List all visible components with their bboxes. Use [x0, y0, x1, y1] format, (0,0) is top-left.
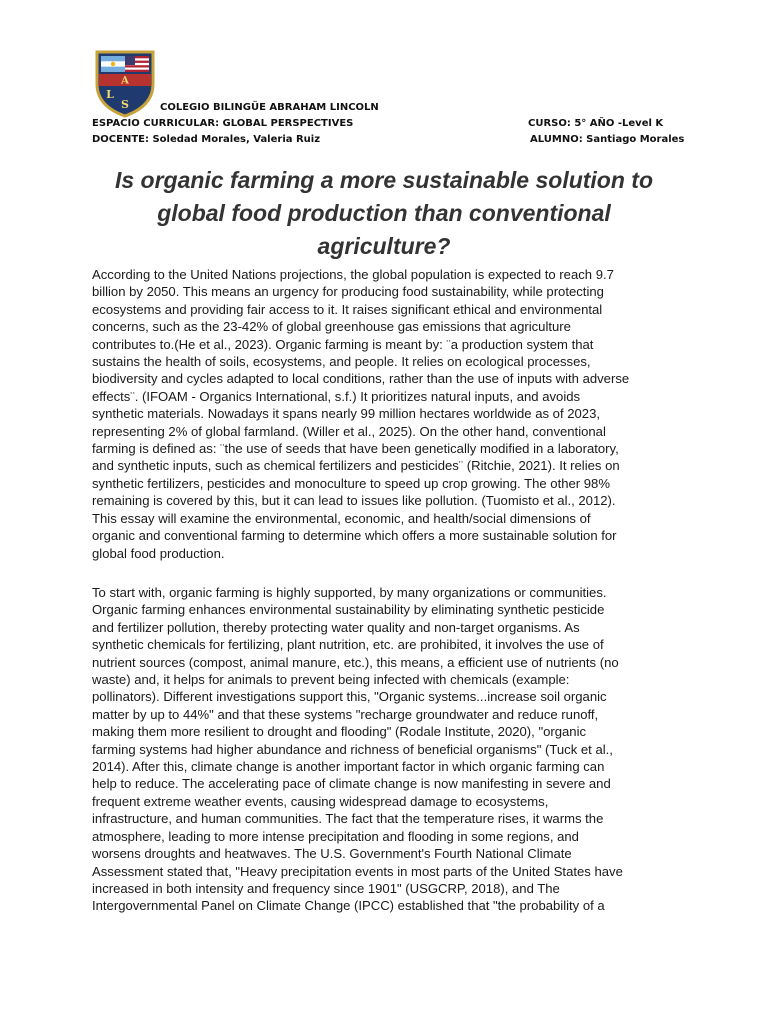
text-line: matter by up to 44%" and that these systems "recharge groundwater and reduce runoff,: [92, 706, 599, 722]
text-line: sustains the health of soils, ecosystems, and people. It relies on ecological processes,: [92, 354, 591, 370]
text-line: 2014). After this, climate change is another important factor in which organic farming can: [92, 759, 605, 775]
text-line: atmosphere, leading to more intense precipitation and flooding in some regions, and: [92, 828, 579, 844]
text-line: worsens droughts and heatwaves. The U.S. Government's Fourth National Climate: [92, 846, 572, 862]
text-line: help to reduce. The accelerating pace of climate change is now manifesting in severe and: [92, 776, 611, 792]
text-line: synthetic materials. Nowadays it spans nearly 99 million hectares worldwide as of 2023,: [92, 406, 600, 422]
text-line: To start with, organic farming is highly supported, by many organizations or communities.: [92, 585, 607, 600]
subject-label: ESPACIO CURRICULAR: GLOBAL PERSPECTIVES: [92, 118, 354, 129]
student-label: ALUMNO: Santiago Morales: [530, 134, 685, 145]
text-line: farming is defined as: ¨the use of seeds that have been genetically modified in a laboratory,: [92, 441, 619, 457]
text-line: contributes to.(He et al., 2023). Organic farming is meant by: ¨a production system that: [92, 336, 594, 352]
text-line: frequent extreme weather events, causing widespread damage to ecosystems,: [92, 793, 549, 809]
text-line: Assessment stated that, "Heavy precipitation events in most parts of the United States have: [92, 863, 623, 879]
text-line: and fertilizer pollution, thereby protecting water quality and non-target organisms. As: [92, 619, 580, 635]
text-line: concerns, such as the 23-42% of global greenhouse gas emissions that agriculture: [92, 319, 571, 335]
essay-title: [60, 164, 708, 263]
text-line: ecosystems and providing fair access to it. It raises significant ethical and environmental: [92, 301, 603, 317]
text-line: representing 2% of global farmland. (Willer et al., 2025). On the other hand, conventional: [92, 423, 606, 439]
text-line: billion by 2050. This means an urgency for producing food sustainability, while protecting: [92, 284, 604, 300]
text-line: This essay will examine the environmental, economic, and health/social dimensions of: [92, 510, 591, 526]
title-line: global food production than conventional: [157, 200, 611, 226]
text-line: increased in both intensity and frequency since 1901" (USGCRP, 2018), and The: [92, 880, 560, 896]
text-line: Intergovernmental Panel on Climate Change (IPCC) established that "the probability of a: [92, 898, 605, 914]
text-line: making them more resilient to drought and flooding" (Rodale Institute, 2020), "organic: [92, 724, 587, 740]
svg-text:A: A: [121, 75, 129, 87]
text-line: farming systems had higher abundance and richness of beneficial organisms" (Tuck et al.,: [92, 741, 613, 757]
text-line: remaining is covered by this, but it can lead to issues like pollution. (Tuomisto et al., 2012).: [92, 493, 616, 509]
text-line: waste) and, it helps for animals to prevent being infected with chemicals (example:: [92, 672, 570, 688]
paragraph-introduction: [92, 266, 682, 562]
teachers-label: DOCENTE: Soledad Morales, Valeria Ruiz: [92, 134, 321, 145]
title-line: Is organic farming a more sustainable solution to: [114, 167, 654, 193]
text-line: pollinators). Different investigations support this, "Organic systems...increase soil organic: [92, 689, 607, 705]
text-line: synthetic chemicals for fertilizing, plant nutrition, etc. are prohibited, it involves the use of: [92, 637, 604, 653]
text-line: effects¨. (IFOAM - Organics International, s.f.) It prioritizes natural inputs, and avoids: [92, 388, 581, 404]
course-label: CURSO: 5° AÑO -Level K: [528, 118, 664, 129]
svg-text:L: L: [106, 88, 114, 101]
text-line: Organic farming enhances environmental sustainability by eliminating synthetic pesticide: [92, 602, 605, 618]
text-line: organic and conventional farming to determine which offers a more sustainable solution for: [92, 528, 617, 544]
text-line: synthetic fertilizers, pesticides and monoculture to speed up crop growing. The other 98%: [92, 475, 610, 491]
text-line: global food production.: [92, 545, 225, 561]
text-line: infrastructure, and human communities. The fact that the temperature rises, it warms the: [92, 811, 604, 827]
paragraph-body: [92, 584, 682, 915]
school-name: COLEGIO BILINGÜE ABRAHAM LINCOLN: [160, 102, 379, 113]
title-line: agriculture?: [317, 233, 451, 259]
text-line: nutrient sources (compost, animal manure, etc.), this means, a efficient use of nutrients (no: [92, 654, 619, 670]
text-line: and synthetic inputs, such as chemical fertilizers and pesticides¨ (Ritchie, 2021). It relies on: [92, 458, 620, 474]
text-line: biodiversity and cycles adapted to local conditions, rather than the use of inputs with adverse: [92, 371, 630, 387]
text-line: According to the United Nations projections, the global population is expected to reach 9.7: [92, 267, 614, 282]
svg-text:S: S: [121, 98, 129, 111]
school-crest-logo: [94, 46, 156, 118]
